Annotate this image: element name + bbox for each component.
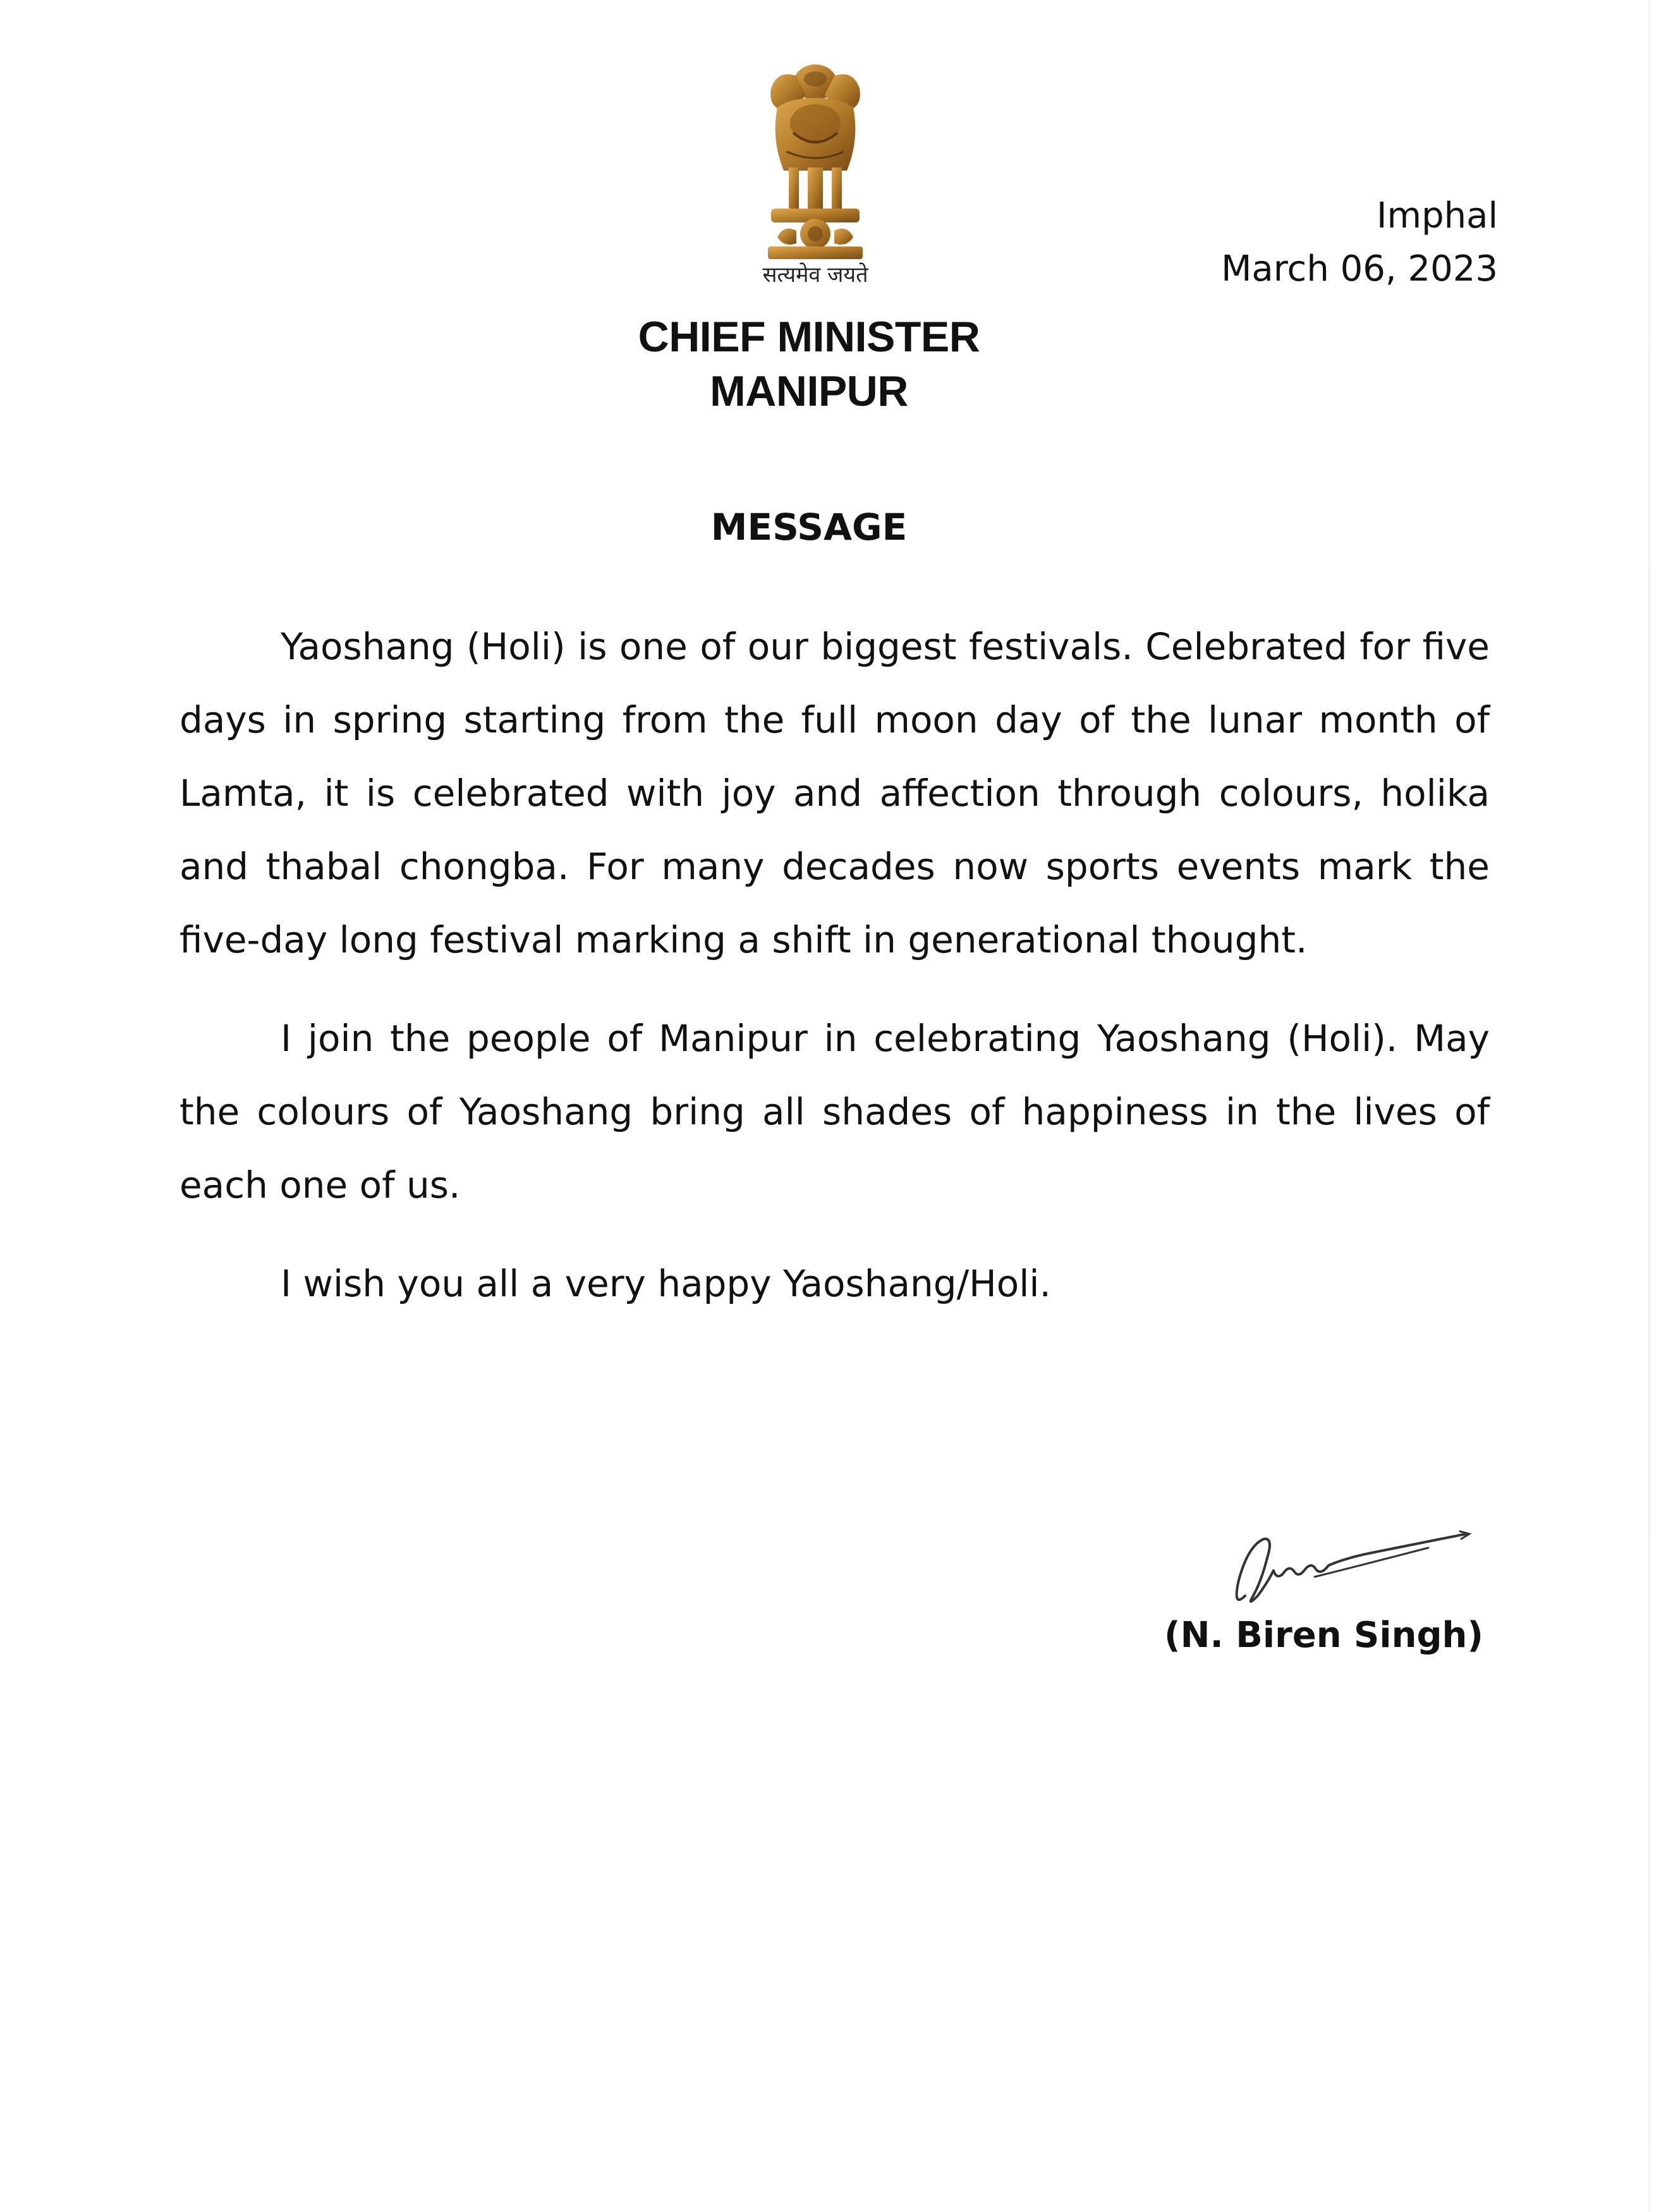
state-emblem-icon	[733, 51, 897, 265]
date: March 06, 2023	[1221, 248, 1498, 289]
place-date-block	[1221, 190, 1498, 296]
place: Imphal	[1377, 195, 1498, 236]
signer-name: (N. Biren Singh)	[1164, 1615, 1483, 1656]
paragraph-3: I wish you all a very happy Yaoshang/Holi.	[281, 1262, 1051, 1305]
scan-edge	[1648, 0, 1650, 2212]
paragraph-2: I join the people of Manipur in celebrating Yaoshang (Holi). May the colours of Yaoshang bring all shades of happiness in the lives of each one of us.	[179, 1017, 1490, 1206]
message-heading: MESSAGE	[710, 506, 908, 549]
emblem-motto: सत्यमेव जयते	[762, 262, 868, 288]
office-line-1: CHIEF MINISTER	[638, 313, 980, 361]
paragraph-1: Yaoshang (Holi) is one of our biggest festivals. Celebrated for five days in spring starting from the full moon day of the lunar month of Lamta, it is celebrated with joy and affection through colours, holika and thabal chongba. For many decades now sports events mark the five-day long festival marking a shift in generational thought.	[179, 625, 1490, 961]
office-title	[569, 310, 1049, 418]
signature-icon	[1220, 1520, 1485, 1621]
message-body	[179, 610, 1490, 1346]
office-line-2: MANIPUR	[710, 367, 908, 415]
